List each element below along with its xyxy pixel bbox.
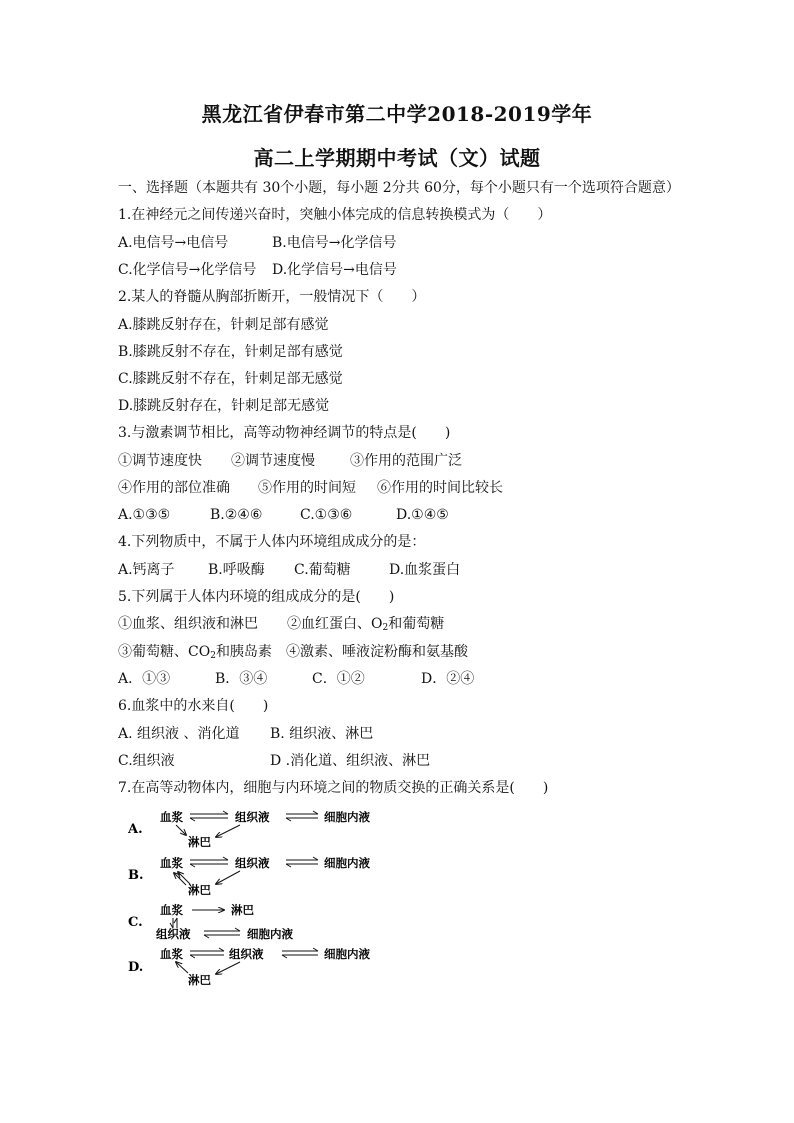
q3-item-3: ③作用的范围广泛 bbox=[350, 453, 462, 469]
section-heading: 一、选择题（本题共有 30个小题，每小题 2分共 60分，每个小题只有一个选项符合题意） bbox=[118, 180, 680, 196]
q5-option-c: C．①② bbox=[312, 671, 365, 687]
q5-stem: 5.下列属于人体内环境的组成成分的是( ) bbox=[118, 589, 395, 605]
q1-option-a: A.电信号→电信号 bbox=[118, 235, 229, 251]
q5-item-4: ④激素、唾液淀粉酶和氨基酸 bbox=[286, 644, 468, 660]
q5-option-d: D．②④ bbox=[421, 671, 475, 687]
q6-option-b: B. 组织液、淋巴 bbox=[270, 726, 374, 742]
q4-option-c: C.葡萄糖 bbox=[294, 562, 351, 578]
q3-option-c: C.①③⑥ bbox=[300, 507, 353, 523]
q7c-plasma: 血浆 bbox=[160, 903, 183, 917]
q1-option-d: D.化学信号→电信号 bbox=[272, 262, 397, 278]
q7-diagram bbox=[128, 808, 428, 990]
q7a-cell-fluid: 细胞内液 bbox=[324, 810, 370, 824]
q4-option-a: A.钙离子 bbox=[118, 562, 175, 578]
q3-item-5: ⑤作用的时间短 bbox=[258, 480, 356, 496]
q3-item-2: ②调节速度慢 bbox=[231, 453, 315, 469]
q7-letter-d: D. bbox=[128, 960, 144, 975]
q7-letter-b: B. bbox=[128, 868, 144, 883]
q7a-tissue-fluid: 组织液 bbox=[235, 810, 270, 824]
q3-option-a: A.①③⑤ bbox=[118, 507, 171, 523]
q1-option-b: B.电信号→化学信号 bbox=[272, 235, 397, 251]
q7-letter-c: C. bbox=[128, 915, 143, 930]
q1-stem: 1.在神经元之间传递兴奋时，突触小体完成的信息转换模式为（ ） bbox=[118, 207, 552, 223]
q7b-cell-fluid: 细胞内液 bbox=[324, 856, 370, 870]
q1-option-c: C.化学信号→化学信号 bbox=[118, 262, 257, 278]
q2-option-b: B.膝跳反射不存在，针刺足部有感觉 bbox=[118, 344, 343, 360]
q2-stem: 2.某人的脊髓从胸部折断开，一般情况下（ ） bbox=[118, 289, 426, 305]
q3-option-d: D.①④⑤ bbox=[396, 507, 449, 523]
q7d-lymph: 淋巴 bbox=[188, 973, 211, 987]
q7d-plasma: 血浆 bbox=[160, 947, 183, 961]
q7c-lymph: 淋巴 bbox=[231, 903, 254, 917]
q3-item-4: ④作用的部位准确 bbox=[118, 480, 230, 496]
q5-option-a: A．①③ bbox=[118, 671, 171, 687]
q2-option-c: C.膝跳反射不存在，针刺足部无感觉 bbox=[118, 371, 343, 387]
q7-letter-a: A. bbox=[128, 822, 143, 837]
q5-item-1: ①血浆、组织液和淋巴 bbox=[118, 616, 258, 632]
q2-option-a: A.膝跳反射存在，针刺足部有感觉 bbox=[118, 317, 329, 333]
q3-item-6: ⑥作用的时间比较长 bbox=[377, 480, 503, 496]
q7a-lymph: 淋巴 bbox=[188, 835, 211, 849]
q5-item-2: ②血红蛋白、$O_2$和葡萄糖 bbox=[287, 616, 445, 633]
q3-option-b: B.②④⑥ bbox=[210, 507, 263, 523]
q4-option-d: D.血浆蛋白 bbox=[389, 562, 461, 578]
q7-stem: 7.在高等动物体内，细胞与内环境之间的物质交换的正确关系是( ) bbox=[118, 780, 549, 796]
q5-item-3: ③葡萄糖、$CO_2$和胰岛素 bbox=[118, 644, 272, 661]
q4-stem: 4.下列物质中，不属于人体内环境组成成分的是： bbox=[118, 534, 426, 550]
q3-item-1: ①调节速度快 bbox=[118, 453, 202, 469]
exam-title-line1: 黑龙江省伊春市第二中学2018-2019学年 bbox=[201, 102, 593, 126]
q7d-tissue-fluid: 组织液 bbox=[229, 947, 264, 961]
q7d-cell-fluid: 细胞内液 bbox=[324, 947, 370, 961]
q5-option-b: B．③④ bbox=[215, 671, 268, 687]
exam-title-line2: 高二上学期期中考试（文）试题 bbox=[253, 146, 541, 170]
q7b-tissue-fluid: 组织液 bbox=[235, 856, 270, 870]
q4-option-b: B.呼吸酶 bbox=[208, 562, 265, 578]
q7b-plasma: 血浆 bbox=[160, 856, 183, 870]
q6-option-d: D .消化道、组织液、淋巴 bbox=[270, 753, 431, 769]
q7c-cell-fluid: 细胞内液 bbox=[247, 927, 293, 941]
q2-option-d: D.膝跳反射存在，针刺足部无感觉 bbox=[118, 398, 330, 414]
q6-option-a: A. 组织液 、消化道 bbox=[118, 726, 240, 742]
q7c-tissue-fluid: 组织液 bbox=[156, 927, 191, 941]
q3-stem: 3.与激素调节相比，高等动物神经调节的特点是( ) bbox=[118, 425, 451, 441]
q7b-lymph: 淋巴 bbox=[188, 883, 211, 897]
q6-stem: 6.血浆中的水来自( ) bbox=[118, 698, 269, 714]
q6-option-c: C.组织液 bbox=[118, 753, 175, 769]
q7a-plasma: 血浆 bbox=[160, 810, 183, 824]
